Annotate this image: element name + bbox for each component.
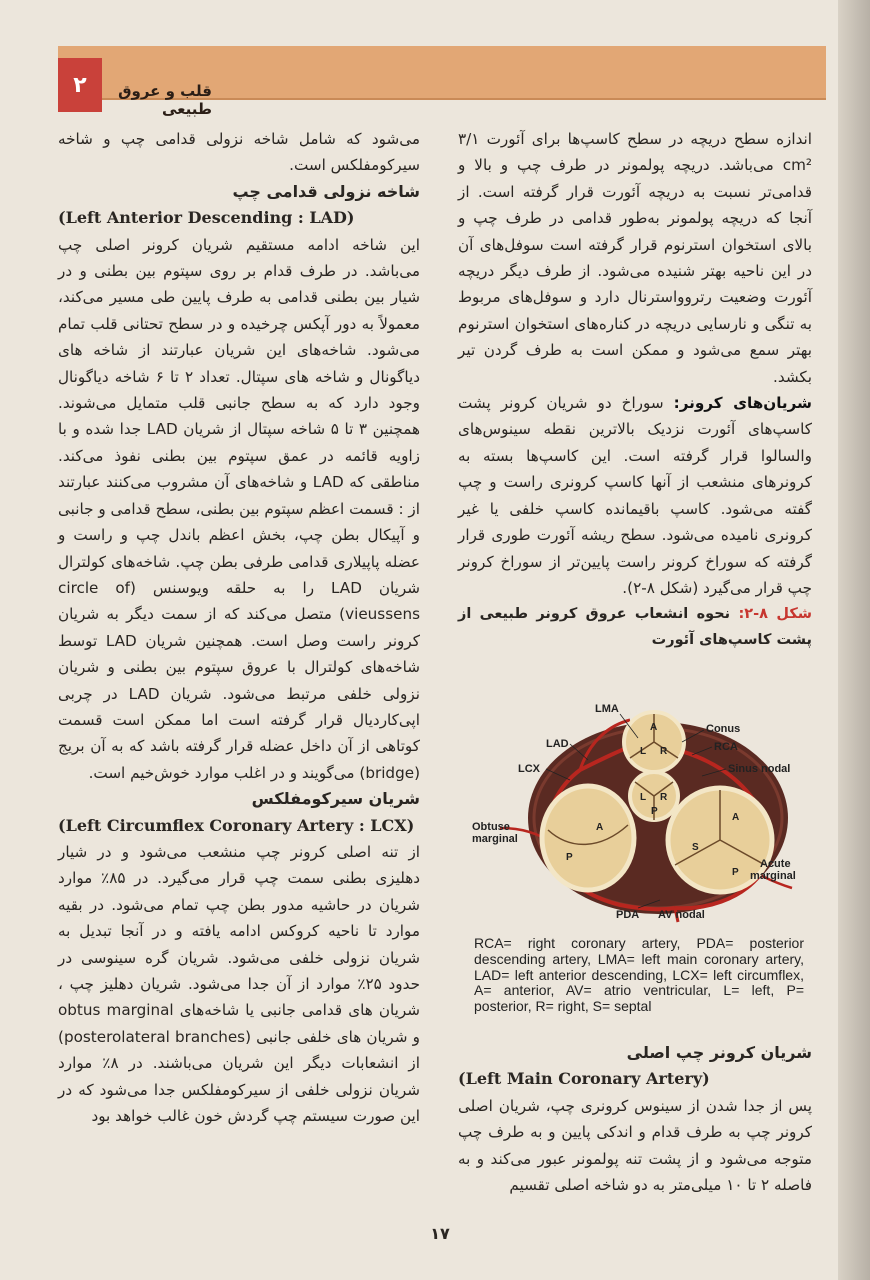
lmca-heading-fa: شریان کرونر چپ اصلی bbox=[626, 1043, 812, 1062]
label-rca: RCA bbox=[714, 741, 738, 753]
label-obtuse-marginal-2: marginal bbox=[472, 833, 518, 845]
lad-paragraph: این شاخه ادامه مستقیم شریان کرونر اصلی چپ می‌باشد. در طرف قدام بر روی سپتوم بین بطنی و در شیار بین بطنی قدامی به طرف پایین طی مسیر می‌کند، معمولاً به دور آپکس چرخیده و در سطح تحتانی قلب تمام می‌شود. شاخه‌های این شریان عبارتند از شاخه های دیاگونال و شاخه های سپتال. تعداد ۲ تا ۶ شاخه دیاگونال وجود دارد که به سطح جانبی قلب متمایل می‌شوند. همچنین ۳ تا ۵ شاخه سپتال از شریان LAD جدا شده و با زاویه قائمه در عمق سپتوم بین بطنی نفوذ می‌کند. مناطقی که LAD و شاخه‌های آن مشروب می‌کنند عبارتند از : قسمت اعظم سپتوم بین بطنی، سطح قدامی و جانبی و آپیکال بطن چپ، بخش اعظم باندل چپ و راست و عضله پاپیلاری قدامی طرفی بطن چپ. شاخه‌های کولترال شریان LAD را به حلقه ویوسنس (circle of vieussens) متصل می‌کند که از سمت دیگر به شریان کرونر راست وصل است. همچنین شریان LAD توسط شاخه‌های کولترال با عروق سپتوم بین بطنی و شریان نزولی خلفی مرتبط می‌شود. شریان LAD در چربی اپی‌کاردیال قرار گرفته است اما ممکن است قسمت کوتاهی از آن داخل عضله قرار گرفته باشد که به آن بریج (bridge) می‌گویند و در اغلب موارد خوش‌خیم است. bbox=[58, 235, 421, 782]
page-number: ۱۷ bbox=[430, 1224, 450, 1243]
label-aortic-r: R bbox=[660, 792, 668, 803]
chapter-title: قلب و عروق طبیعی bbox=[118, 82, 212, 118]
coronary-arteries-term: شریان‌های کرونر: bbox=[673, 394, 812, 413]
label-pulm-l: L bbox=[640, 746, 647, 757]
figure-caption bbox=[458, 601, 812, 653]
label-pulm-a: A bbox=[650, 722, 658, 733]
label-av-nodal: AV nodal bbox=[658, 909, 705, 921]
label-tric-p: P bbox=[732, 867, 739, 878]
label-mitral-p: P bbox=[566, 852, 573, 863]
figure-caption-text: نحوه انشعاب عروق کرونر طبیعی از پشت کاسپ‌های آئورت bbox=[458, 606, 812, 649]
figure-caption-label: شکل ۸-۲: bbox=[738, 606, 813, 623]
valve-area-paragraph: اندازه سطح دریچه در سطح کاسپ‌ها برای آئورت ۳/۱ cm² می‌باشد. دریچه پولمونر در طرف چپ و بالا و قدامی‌تر نسبت به دریچه آئورت قرار گرفته است. از آنجا که دریچه پولمونر به‌طور قدامی در طرف چپ و بالای استخوان استرنوم قرار گرفته است سوفل‌های آن در این ناحیه بهتر شنیده می‌شود. از طرف دیگر دریچه آئورت وضعیت رتروواسترنال دارد و سوفل‌های مربوط به تنگی و نارسایی دریچه در کناره‌های استخوان استرنوم بهتر سمع می‌شود و ممکن است به طرف گردن تیر بکشد. bbox=[458, 130, 812, 386]
label-pda: PDA bbox=[616, 909, 640, 921]
label-lma: LMA bbox=[595, 703, 619, 715]
chapter-number: ۲ bbox=[73, 72, 87, 98]
label-lcx: LCX bbox=[518, 763, 540, 775]
coronary-arteries-text: سوراخ دو شریان کرونر پشت کاسپ‌های آئورت نزدیک بالاترین نقطه سینوس‌های والسالوا قرار گرفته است. این کاسپ‌ها بسته به کرونرهای منشعب از آنها کاسپ کرونری راست و چپ گفته می‌شود. کاسپ باقیمانده کاسپ خلفی یا غیر کرونری نامیده می‌شود. سطح ریشه آئورت طوری قرار گرفته که سوراخ کرونر راست پایین‌تر از سوراخ کرونر چپ قرار می‌گیرد (شکل ۸-۲). bbox=[458, 394, 812, 597]
mitral-valve bbox=[542, 786, 634, 890]
label-sinus-nodal: Sinus nodal bbox=[728, 763, 791, 775]
label-acute-marginal-2: marginal bbox=[750, 870, 796, 882]
page-edge bbox=[838, 0, 870, 1280]
label-obtuse-marginal-1: Obtuse bbox=[472, 821, 510, 833]
lcx-paragraph: از تنه اصلی کرونر چپ منشعب می‌شود و در شیار دهلیزی بطنی سمت چپ قرار می‌گیرد. در ۸۵٪ موارد شریان در حاشیه مدور بطن چپ تمام می‌شود. در بقیه موارد تا ناحیه کروکس ادامه یافته و در آنجا تبدیل به شریان نزولی خلفی می‌شود. شریان گره سینوسی در حدود ۲۵٪ موارد از آن جدا می‌شود. شریان دهلیز چپ ، شریان های قدامی جانبی یا شاخه‌های obtus marginal و شریان های خلفی جانبی (posterolateral branches) از انشعابات دیگر این شریان می‌باشند. در ۸٪ موارد شریان نزولی خلفی از سیرکومفلکس جدا می‌شود که در این صورت سیستم چپ گردش خون غالب خواهد بود bbox=[58, 842, 420, 1126]
label-conus: Conus bbox=[706, 723, 741, 735]
label-tric-a: A bbox=[732, 812, 740, 823]
label-aortic-l: L bbox=[640, 792, 647, 803]
label-aortic-p: P bbox=[651, 806, 658, 817]
label-mitral-a: A bbox=[596, 822, 604, 833]
figure-legend: RCA= right coronary artery, PDA= posterior descending artery, LMA= left main coronary artery, LAD= left anterior descending, LCX= left circumflex, A= anterior, AV= atrio ventricular, L= left, P= posterior, R= right, S= septal bbox=[474, 935, 804, 1015]
branches-intro-paragraph: می‌شود که شامل شاخه نزولی قدامی چپ و شاخه سیرکومفلکس است. bbox=[58, 130, 420, 175]
lad-heading-en: (Left Anterior Descending : LAD) bbox=[58, 208, 355, 228]
chapter-number-badge bbox=[58, 58, 102, 112]
label-acute-marginal-1: Acute bbox=[760, 858, 791, 870]
label-pulm-r: R bbox=[660, 746, 668, 757]
lcx-heading-fa: شریان سیرکومفلکس bbox=[251, 789, 420, 809]
left-column bbox=[58, 126, 420, 1129]
right-column-bottom bbox=[458, 1040, 812, 1198]
label-lad: LAD bbox=[546, 738, 569, 750]
lmca-heading-en: (Left Main Coronary Artery) bbox=[458, 1069, 710, 1089]
lcx-heading-en: (Left Circumflex Coronary Artery : LCX) bbox=[58, 815, 415, 835]
coronary-arteries-paragraph bbox=[458, 390, 812, 601]
lmca-paragraph: پس از جدا شدن از سینوس کرونری چپ، شریان اصلی کرونر چپ به طرف قدام و اندکی پایین و به طرف چپ متوجه می‌شود و از پشت تنه پولمونر عبور می‌کند و به فاصله ۲ تا ۱۰ میلی‌متر به دو شاخه اصلی تقسیم bbox=[458, 1096, 812, 1195]
right-column bbox=[458, 126, 812, 653]
lad-heading-fa: شاخه نزولی قدامی چپ bbox=[232, 181, 420, 201]
label-tric-s: S bbox=[692, 842, 699, 853]
coronary-anatomy-diagram bbox=[470, 700, 810, 925]
